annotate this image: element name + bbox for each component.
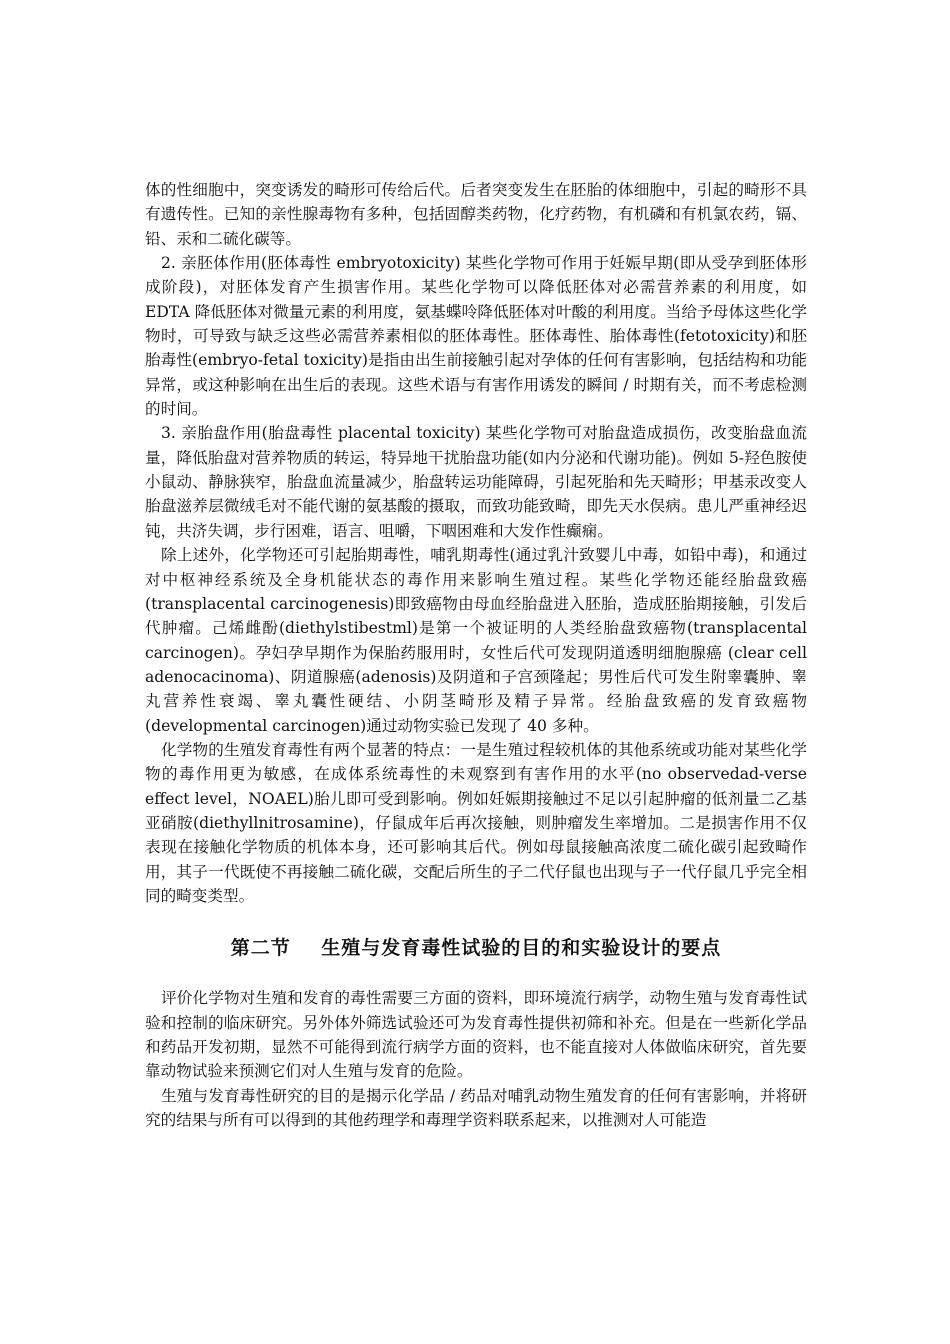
paragraph: 3. 亲胎盘作用(胎盘毒性 placental toxicity) 某些化学物可对胎盘造成损伤，改变胎盘血流量，降低胎盘对营养物质的转运，特异地干扰胎盘功能(如内分泌和代谢功能)。例如 5-羟色胺使小鼠动、静脉狭窄，胎盘血流量减少，胎盘转运功能障碍，引起死胎和先天畸形；甲基汞改变人胎盘滋养层微绒毛对不能代谢的氨基酸的摄取，而致功能致畸，即先天水俣病。患儿严重神经迟钝，共济失调，步行困难，语言、咀嚼，下咽困难和大发作性癫痫。	[145, 424, 807, 540]
document-page	[145, 178, 807, 1132]
paragraph: 体的性细胞中，突变诱发的畸形可传给后代。后者突变发生在胚胎的体细胞中，引起的畸形不具有遗传性。已知的亲性腺毒物有多种，包括固醇类药物，化疗药物，有机磷和有机氯农药，镉、铅、汞和二硫化碳等。	[145, 181, 807, 248]
paragraph: 生殖与发育毒性研究的目的是揭示化学品 / 药品对哺乳动物生殖发育的任何有害影响，并将研究的结果与所有可以得到的其他药理学和毒理学资料联系起来，以推测对人可能造	[145, 1086, 807, 1130]
paragraph: 除上述外，化学物还可引起胎期毒性，哺乳期毒性(通过乳汁致婴儿中毒，如铅中毒)，和通过对中枢神经系统及全身机能状态的毒作用来影响生殖过程。某些化学物还能经胎盘致癌(transplacental carcinogenesis)即致癌物由母血经胎盘进入胚胎，造成胚胎期接触，引发后代肿瘤。己烯雌酚(diethylstibestml)是第一个被证明的人类经胎盘致癌物(transplacental carcinogen)。孕妇孕早期作为保胎药服用时，女性后代可发现阴道透明细胞腺癌 (clear cell adenocacinoma)、阴道腺癌(adenosis)及阴道和子宫颈隆起；男性后代可发生附睾囊肿、睾丸营养性衰竭、睾丸囊性硬结、小阴茎畸形及精子异常。经胎盘致癌的发育致癌物(developmental carcinogen)通过动物实验已发现了 40 多种。	[145, 546, 807, 735]
paragraph: 评价化学物对生殖和发育的毒性需要三方面的资料，即环境流行病学，动物生殖与发育毒性试验和控制的临床研究。另外体外筛选试验还可为发育毒性提供初筛和补充。但是在一些新化学品和药品开发初期，显然不可能得到流行病学方面的资料，也不能直接对人体做临床研究，首先要靠动物试验来预测它们对人生殖与发育的危险。	[145, 989, 807, 1081]
paragraph: 2. 亲胚体作用(胚体毒性 embryotoxicity) 某些化学物可作用于妊娠早期(即从受孕到胚体形成阶段)，对胚体发育产生损害作用。某些化学物可以降低胚体对必需营养素的利用度，如 EDTA 降低胚体对微量元素的利用度，氨基蝶呤降低胚体对叶酸的利用度。当给予母体这些化学物时，可导致与缺乏这些必需营养素相似的胚体毒性。胚体毒性、胎体毒性(fetotoxicity)和胚胎毒性(embryo-fetal toxicity)是指由出生前接触引起对孕体的任何有害影响，包括结构和功能异常，或这种影响在出生后的表现。这些术语与有害作用诱发的瞬间 / 时期有关，而不考虑检测的时间。	[145, 254, 807, 419]
paragraph: 化学物的生殖发育毒性有两个显著的特点：一是生殖过程较机体的其他系统或功能对某些化学物的毒作用更为敏感，在成体系统毒性的未观察到有害作用的水平(no observedad-verse effect level，NOAEL)胎儿即可受到影响。例如妊娠期接触过不足以引起肿瘤的低剂量二乙基亚硝胺(diethyllnitrosamine)，仔鼠成年后再次接触，则肿瘤发生率增加。二是损害作用不仅表现在接触化学物质的机体本身，还可影响其后代。例如母鼠接触高浓度二硫化碳引起致畸作用，其子一代既使不再接触二硫化碳，交配后所生的子二代仔鼠也出现与子一代仔鼠几乎完全相同的畸变类型。	[145, 740, 807, 905]
section-heading: 第二节 生殖与发育毒性试验的目的和实验设计的要点	[230, 937, 722, 960]
